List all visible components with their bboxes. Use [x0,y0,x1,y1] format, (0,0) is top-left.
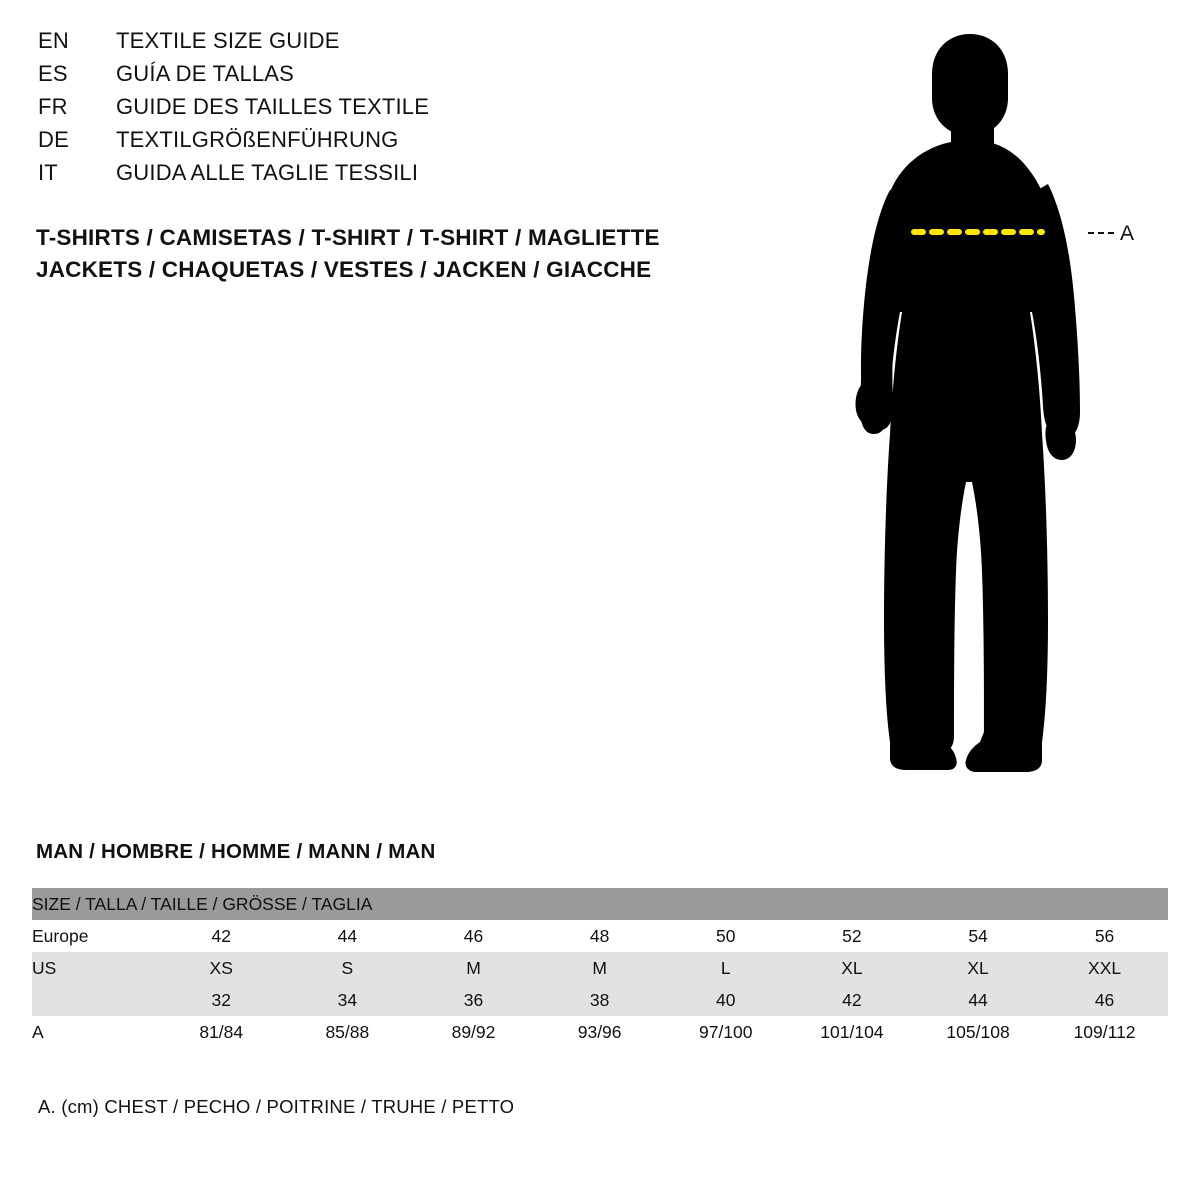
row-label-numeric [32,984,158,1016]
cell-europe-4: 48 [537,920,663,952]
cell-numeric-7: 44 [915,984,1041,1016]
language-row-es [38,61,738,94]
language-header-block [38,28,738,193]
language-text-fr: GUIDE DES TAILLES TEXTILE [116,94,430,119]
cell-a-4: 93/96 [537,1016,663,1048]
cell-numeric-6: 42 [789,984,915,1016]
language-text-es: GUÍA DE TALLAS [116,61,295,86]
cell-europe-8: 56 [1041,920,1168,952]
cell-a-5: 97/100 [663,1016,789,1048]
cell-a-1: 81/84 [158,1016,284,1048]
cell-numeric-5: 40 [663,984,789,1016]
table-section-title: MAN / HOMBRE / HOMME / MANN / MAN [36,840,436,863]
category-block [36,222,796,286]
language-code-de: DE [38,127,69,152]
cell-europe-2: 44 [284,920,410,952]
row-label-europe: Europe [32,920,158,952]
row-label-us: US [32,952,158,984]
cell-europe-5: 50 [663,920,789,952]
cell-a-7: 105/108 [915,1016,1041,1048]
language-text-en: TEXTILE SIZE GUIDE [116,28,340,53]
language-row-it [38,160,738,193]
measure-leader-line [1088,232,1114,234]
cell-us-2: S [284,952,410,984]
table-row [32,1016,1168,1048]
size-table [32,888,1168,1048]
row-label-a: A [32,1016,158,1048]
cell-a-2: 85/88 [284,1016,410,1048]
cell-numeric-2: 34 [284,984,410,1016]
table-header-row [32,888,1168,920]
cell-us-6: XL [789,952,915,984]
language-code-fr: FR [38,94,68,119]
language-row-de [38,127,738,160]
cell-europe-1: 42 [158,920,284,952]
category-line-tshirts: T-SHIRTS / CAMISETAS / T-SHIRT / T-SHIRT / MAGLIETTE [36,225,660,250]
language-text-it: GUIDA ALLE TAGLIE TESSILI [116,160,419,185]
language-text-de: TEXTILGRÖßENFÜHRUNG [116,127,399,152]
cell-a-6: 101/104 [789,1016,915,1048]
table-header-label: SIZE / TALLA / TAILLE / GRÖSSE / TAGLIA [32,888,1168,920]
table-row [32,984,1168,1016]
body-silhouette-figure [820,20,1180,800]
cell-europe-7: 54 [915,920,1041,952]
cell-us-7: XL [915,952,1041,984]
language-code-en: EN [38,28,69,53]
language-code-it: IT [38,160,58,185]
cell-numeric-8: 46 [1041,984,1168,1016]
silhouette-shape [855,34,1080,772]
cell-a-8: 109/112 [1041,1016,1168,1048]
table-row [32,920,1168,952]
language-row-fr [38,94,738,127]
language-code-es: ES [38,61,68,86]
cell-us-3: M [410,952,536,984]
cell-europe-3: 46 [410,920,536,952]
cell-us-1: XS [158,952,284,984]
language-row-en [38,28,738,61]
cell-numeric-1: 32 [158,984,284,1016]
cell-us-8: XXL [1041,952,1168,984]
measure-label-a: A [1120,222,1135,245]
cell-numeric-4: 38 [537,984,663,1016]
table-row [32,952,1168,984]
category-line-jackets: JACKETS / CHAQUETAS / VESTES / JACKEN / GIACCHE [36,257,652,282]
footnote-chest: A. (cm) CHEST / PECHO / POITRINE / TRUHE / PETTO [38,1096,515,1117]
cell-europe-6: 52 [789,920,915,952]
cell-a-3: 89/92 [410,1016,536,1048]
cell-us-4: M [537,952,663,984]
cell-us-5: L [663,952,789,984]
cell-numeric-3: 36 [410,984,536,1016]
